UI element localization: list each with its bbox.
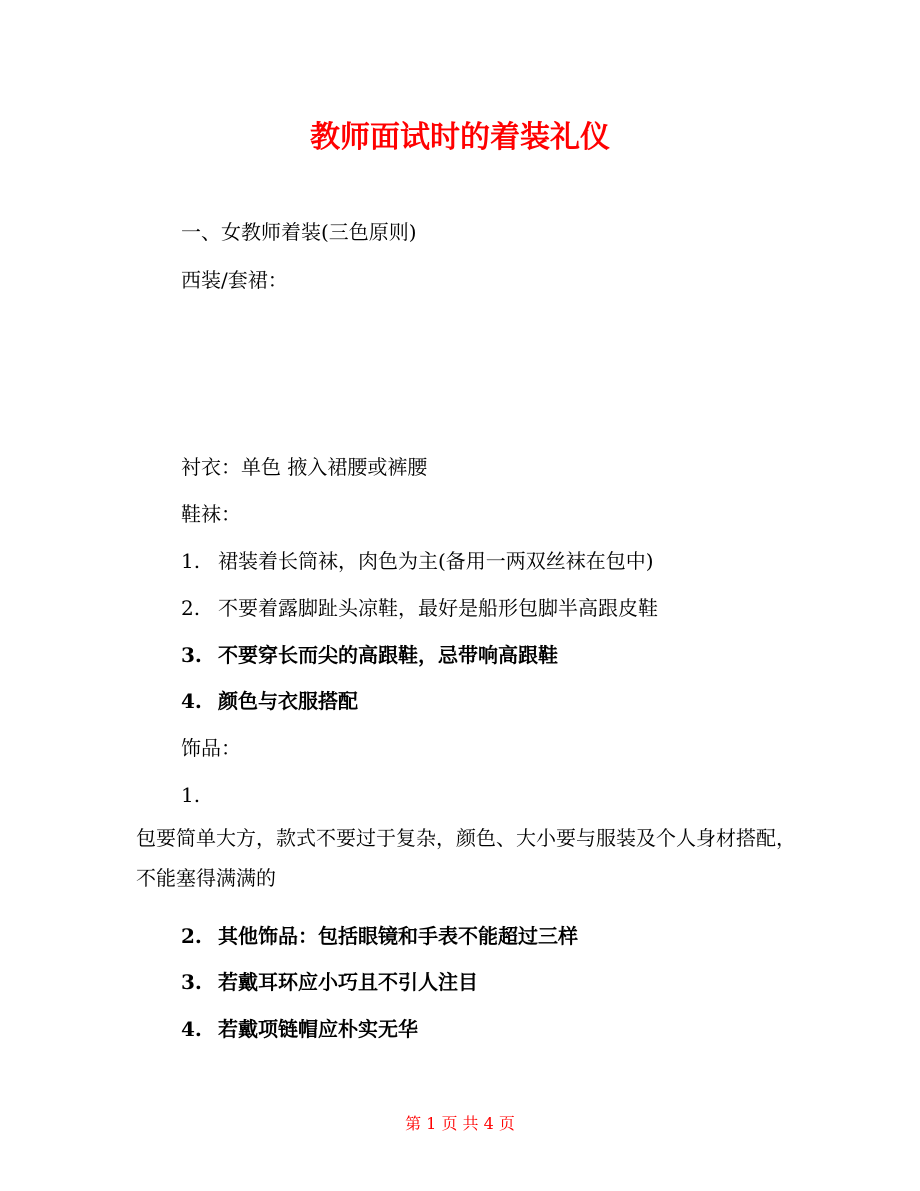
list-number: 3.	[181, 643, 202, 667]
shoes-label: 鞋袜：	[181, 502, 241, 526]
shoes-item-3	[181, 641, 558, 669]
page-footer: 第 1 页 共 4 页	[405, 1114, 515, 1133]
accessories-label: 饰品：	[181, 736, 241, 760]
list-item-text: 不要穿长而尖的高跟鞋，忌带响高跟鞋	[218, 643, 558, 667]
list-number: 2.	[181, 596, 201, 620]
list-number: 4.	[181, 1017, 202, 1041]
list-item-text: 颜色与衣服搭配	[218, 689, 358, 713]
list-item-text: 其他饰品：包括眼镜和手表不能超过三样	[218, 924, 578, 948]
shirt-line: 衬衣：单色 掖入裙腰或裤腰	[181, 455, 428, 479]
shoes-item-2	[181, 594, 658, 622]
accessories-item-1-text: 包要简单大方，款式不要过于复杂，颜色、大小要与服装及个人身材搭配，不能塞得满满的	[136, 826, 796, 890]
accessories-item-3	[181, 968, 478, 996]
list-number: 1.	[181, 549, 201, 573]
list-item-text: 裙装着长筒袜，肉色为主(备用一两双丝袜在包中)	[218, 549, 654, 573]
list-item-text: 不要着露脚趾头凉鞋，最好是船形包脚半高跟皮鞋	[218, 596, 658, 620]
list-item-text: 若戴耳环应小巧且不引人注目	[218, 970, 478, 994]
suit-label: 西装/套裙：	[181, 268, 288, 292]
section-heading: 一、女教师着装(三色原则)	[181, 220, 417, 244]
page-title: 教师面试时的着装礼仪	[310, 120, 610, 155]
list-number: 4.	[181, 689, 202, 713]
list-number: 3.	[181, 970, 202, 994]
accessories-item-1-number: 1.	[181, 783, 201, 807]
shoes-item-4	[181, 687, 358, 715]
shoes-item-1	[181, 547, 654, 575]
list-item-text: 若戴项链帽应朴实无华	[218, 1017, 418, 1041]
accessories-item-4	[181, 1015, 418, 1043]
accessories-item-2	[181, 922, 578, 950]
list-number: 2.	[181, 924, 202, 948]
